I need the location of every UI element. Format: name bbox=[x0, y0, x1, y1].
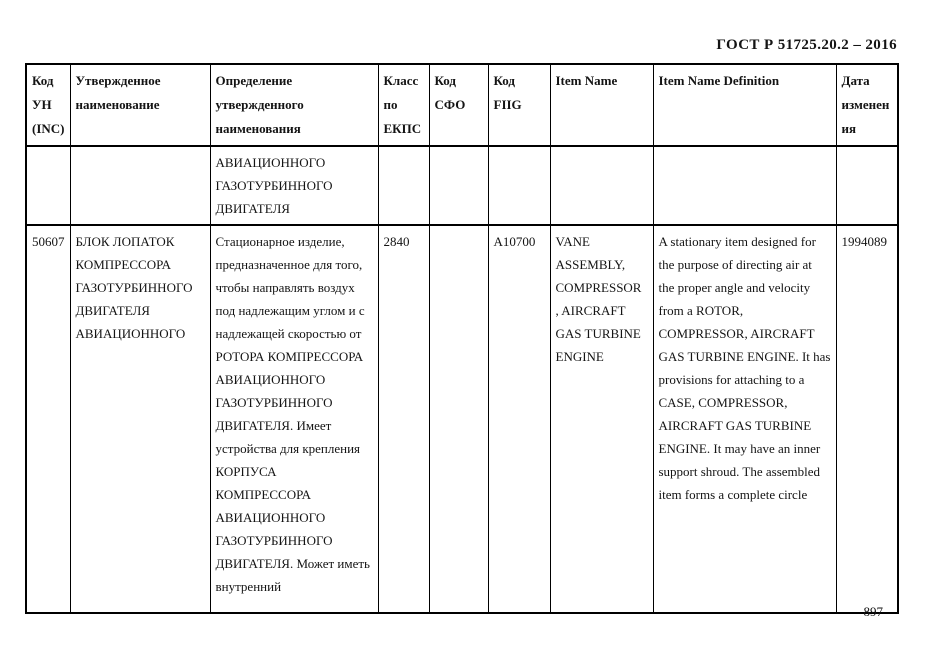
cell-change-date bbox=[836, 146, 898, 225]
document-title: ГОСТ Р 51725.20.2 – 2016 bbox=[716, 37, 897, 53]
column-header-approved-name: Утвержденное наименование bbox=[70, 64, 210, 146]
cell-item-name bbox=[550, 146, 653, 225]
table-row-continuation bbox=[26, 146, 898, 225]
cell-sfo-code bbox=[429, 225, 488, 613]
cell-change-date: 1994089 bbox=[836, 225, 898, 613]
column-header-fiig-code: Код FIIG bbox=[488, 64, 550, 146]
cell-approved-name: БЛОК ЛОПАТОК КОМПРЕССОРА ГАЗОТУРБИННОГО ДВИГАТЕЛЯ АВИАЦИОННОГО bbox=[70, 225, 210, 613]
column-header-change-date: Дата изменения bbox=[836, 64, 898, 146]
cell-item-name-definition bbox=[653, 146, 836, 225]
cell-approved-name-definition: АВИАЦИОННОГО ГАЗОТУРБИННОГО ДВИГАТЕЛЯ bbox=[210, 146, 378, 225]
classification-table bbox=[25, 63, 899, 614]
cell-approved-name bbox=[70, 146, 210, 225]
column-header-ekps-class: Класс по ЕКПС bbox=[378, 64, 429, 146]
cell-fiig-code: A10700 bbox=[488, 225, 550, 613]
cell-fiig-code bbox=[488, 146, 550, 225]
column-header-sfo-code: Код СФО bbox=[429, 64, 488, 146]
column-header-approved-name-definition: Определение утвержденного наименования bbox=[210, 64, 378, 146]
column-header-inc-code: Код УН (INC) bbox=[26, 64, 70, 146]
table-row-50607 bbox=[26, 225, 898, 613]
column-header-item-name: Item Name bbox=[550, 64, 653, 146]
cell-inc-code: 50607 bbox=[26, 225, 70, 613]
page-number: 897 bbox=[863, 604, 883, 619]
table-header-row bbox=[26, 64, 898, 146]
cell-approved-name-definition: Стационарное изделие, предназначенное для того, чтобы направлять воздух под надлежащим углом и с надлежащей скоростью от РОТОРА КОМПРЕССОРА АВИАЦИОННОГО ГАЗОТУРБИННОГО ДВИГАТЕЛЯ. Имеет устройства для крепления КОРПУСА КОМПРЕССОРА АВИАЦИОННОГО ГАЗОТУРБИННОГО ДВИГАТЕЛЯ. Может иметь внутренний bbox=[210, 225, 378, 613]
cell-inc-code bbox=[26, 146, 70, 225]
cell-ekps-class: 2840 bbox=[378, 225, 429, 613]
column-header-item-name-definition: Item Name Definition bbox=[653, 64, 836, 146]
cell-item-name-definition: A stationary item designed for the purpose of directing air at the proper angle and velocity from a ROTOR, COMPRESSOR, AIRCRAFT GAS TURBINE ENGINE. It has provisions for attaching to a CASE, COMPRESSOR, AIRCRAFT GAS TURBINE ENGINE. It may have an inner support shroud. The assembled item forms a complete circle bbox=[653, 225, 836, 613]
cell-ekps-class bbox=[378, 146, 429, 225]
cell-sfo-code bbox=[429, 146, 488, 225]
cell-item-name: VANE ASSEMBLY, COMPRESSOR , AIRCRAFT GAS TURBINE ENGINE bbox=[550, 225, 653, 613]
